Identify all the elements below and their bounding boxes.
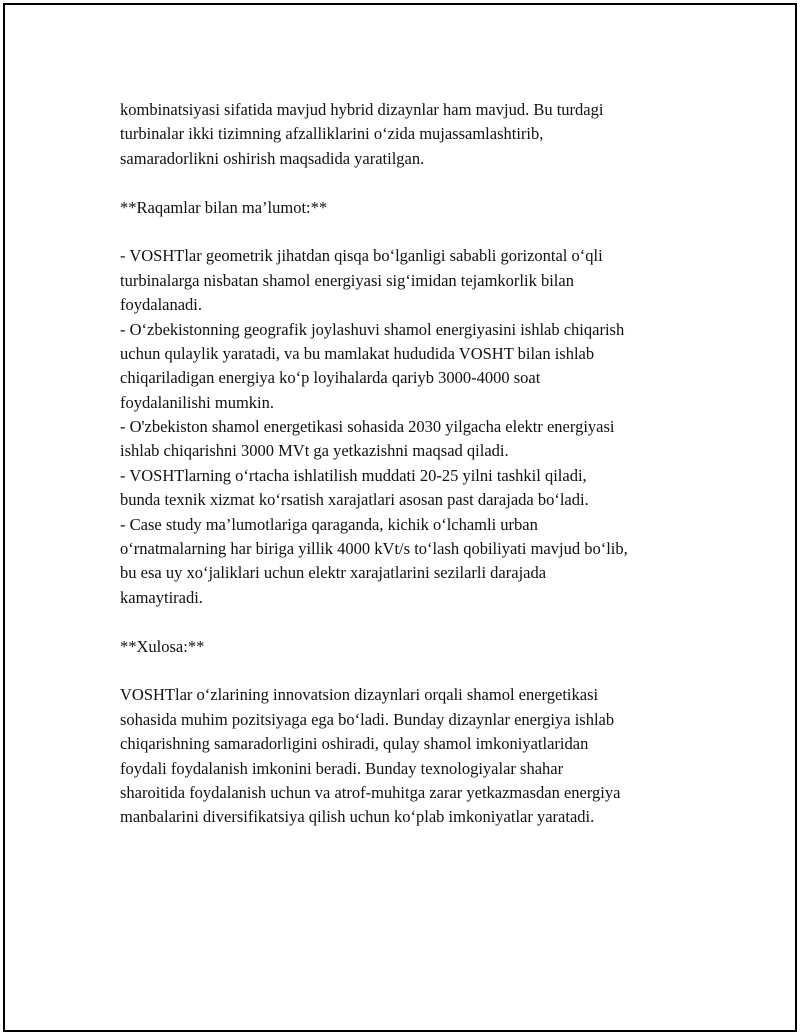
fact-line: turbinalarga nisbatan shamol energiyasi sig‘imidan tejamkorlik bilan [120,270,574,290]
fact-line: bu esa uy xo‘jaliklari uchun elektr xarajatlarini sezilarli darajada [120,563,547,583]
fact-line: - Case study ma’lumotlariga qaraganda, kichik o‘lchamli urban [120,514,538,534]
fact-line: kamaytiradi. [120,587,203,607]
conclusion-line: sharoitida foydalanish uchun va atrof-muhitga zarar yetkazmasdan energiya [120,782,621,802]
conclusion-line: sohasida muhim pozitsiyaga ega bo‘ladi. Bunday dizaynlar energiya ishlab [120,709,615,729]
fact-item [120,415,700,464]
fact-line: uchun qulaylik yaratadi, va bu mamlakat hududida VOSHT bilan ishlab [120,343,595,363]
conclusion-paragraph [120,683,700,829]
paragraph-gap [120,220,700,244]
intro-paragraph [120,98,700,171]
facts-heading: **Raqamlar bilan ma’lumot:** [120,197,328,217]
fact-line: - VOSHTlar geometrik jihatdan qisqa bo‘lganligi sababli gorizontal o‘qli [120,246,603,266]
fact-item [120,513,700,611]
fact-line: - VOSHTlarning o‘rtacha ishlatilish muddati 20-25 yilni tashkil qiladi, [120,465,587,485]
fact-line: foydalanilishi mumkin. [120,392,274,412]
paragraph-gap [120,659,700,683]
fact-item [120,244,700,317]
conclusion-line: foydali foydalanish imkonini beradi. Bunday texnologiyalar shahar [120,758,564,778]
fact-line: foydalanadi. [120,295,203,315]
page-frame [3,3,797,1032]
document-body [120,98,700,830]
conclusion-line: chiqarishning samaradorligini oshiradi, qulay shamol imkoniyatlaridan [120,734,589,754]
fact-line: o‘rnatmalarning har biriga yillik 4000 kVt/s to‘lash qobiliyati mavjud bo‘lib, [120,539,628,559]
conclusion-heading: **Xulosa:** [120,636,205,656]
conclusion-line: manbalarini diversifikatsiya qilish uchun ko‘plab imkoniyatlar yaratadi. [120,807,595,827]
fact-line: bunda texnik xizmat ko‘rsatish xarajatlari asosan past darajada bo‘ladi. [120,490,589,510]
fact-line: - O‘zbekistonning geografik joylashuvi shamol energiyasini ishlab chiqarish [120,319,625,339]
fact-line: chiqariladigan energiya ko‘p loyihalarda qariyb 3000-4000 soat [120,368,541,388]
intro-line: turbinalar ikki tizimning afzalliklarini o‘zida mujassamlashtirib, [120,124,544,144]
fact-line: ishlab chiqarishni 3000 MVt ga yetkazishni maqsad qiladi. [120,441,509,461]
conclusion-line: VOSHTlar o‘zlarining innovatsion dizaynlari orqali shamol energetikasi [120,685,599,705]
intro-line: kombinatsiyasi sifatida mavjud hybrid dizaynlar ham mavjud. Bu turdagi [120,100,604,119]
intro-line: samaradorlikni oshirish maqsadida yaratilgan. [120,148,425,168]
paragraph-gap [120,171,700,195]
paragraph-gap [120,610,700,634]
fact-line: - O'zbekiston shamol energetikasi sohasida 2030 yilgacha elektr energiyasi [120,417,615,437]
facts-list [120,244,700,610]
fact-item [120,318,700,416]
fact-item [120,464,700,513]
